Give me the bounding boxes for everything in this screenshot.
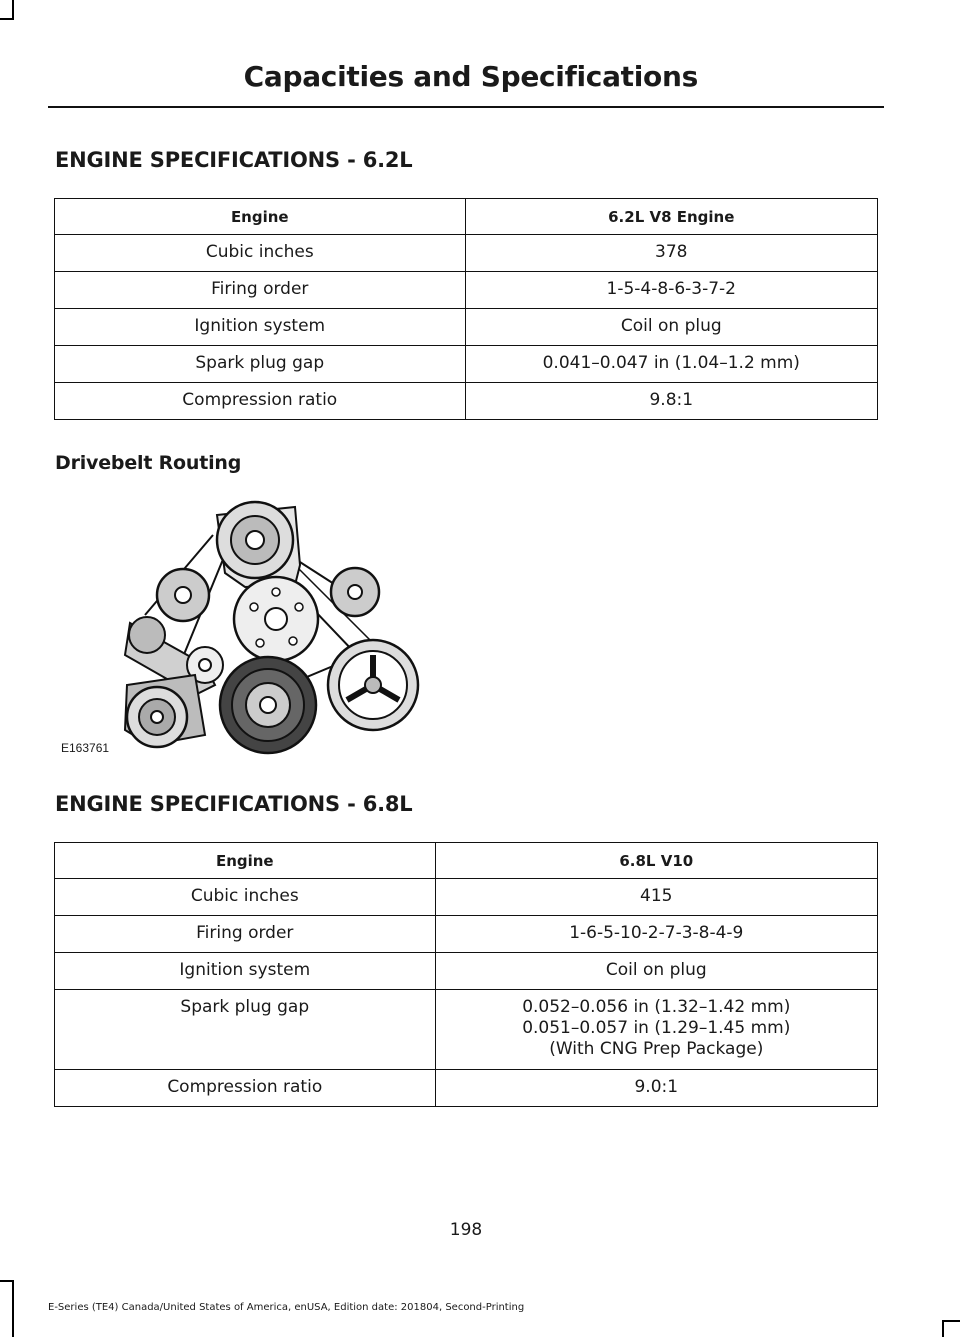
spec-table-6-2l [54, 198, 878, 420]
table-cell: Cubic inches [55, 235, 466, 272]
header-divider [48, 106, 884, 108]
drivebelt-routing-diagram [55, 495, 420, 770]
table-row [55, 990, 878, 1070]
page-header-title: Capacities and Specifications [243, 60, 698, 93]
table-row [55, 235, 878, 272]
table-row [55, 309, 878, 346]
table-cell: 9.8:1 [465, 383, 877, 420]
crop-mark [0, 18, 14, 20]
spec-table-6-8l [54, 842, 878, 1107]
table-row [55, 879, 878, 916]
page-number: 198 [449, 1220, 483, 1240]
crop-mark [942, 1320, 960, 1322]
crop-mark [12, 1280, 14, 1337]
spark-gap-cng-value: 0.051–0.057 in (1.29–1.45 mm) [522, 1018, 791, 1038]
table-header-cell: Engine [55, 843, 436, 879]
table-cell: Ignition system [55, 953, 436, 990]
table-cell: 1-6-5-10-2-7-3-8-4-9 [435, 916, 877, 953]
table-cell: Compression ratio [55, 1070, 436, 1107]
table-row [55, 346, 878, 383]
table-row [55, 272, 878, 309]
table-row [55, 1070, 878, 1107]
table-cell: Coil on plug [435, 953, 877, 990]
spark-gap-value: 0.052–0.056 in (1.32–1.42 mm) [522, 997, 791, 1017]
table-cell: Ignition system [55, 309, 466, 346]
table-cell: Firing order [55, 272, 466, 309]
table-header-row [55, 843, 878, 879]
table-cell [435, 990, 877, 1070]
figure-id-label: E163761 [61, 741, 110, 755]
table-cell: Compression ratio [55, 383, 466, 420]
table-cell: 378 [465, 235, 877, 272]
crop-mark [0, 1280, 14, 1282]
table-cell: 415 [435, 879, 877, 916]
table-row [55, 383, 878, 420]
crop-mark [12, 0, 14, 20]
table-cell: Firing order [55, 916, 436, 953]
table-header-cell: 6.8L V10 [435, 843, 877, 879]
table-cell: 1-5-4-8-6-3-7-2 [465, 272, 877, 309]
table-cell: Cubic inches [55, 879, 436, 916]
table-cell: Spark plug gap [55, 346, 466, 383]
section-title-6-2l: ENGINE SPECIFICATIONS - 6.2L [55, 148, 413, 172]
table-cell: Spark plug gap [55, 990, 436, 1070]
table-cell: 0.041–0.047 in (1.04–1.2 mm) [465, 346, 877, 383]
table-cell: 9.0:1 [435, 1070, 877, 1107]
footer-edition-text: E-Series (TE4) Canada/United States of America, enUSA, Edition date: 201804, Second-Printing [48, 1302, 525, 1313]
section-title-6-8l: ENGINE SPECIFICATIONS - 6.8L [55, 792, 413, 816]
table-header-row [55, 199, 878, 235]
table-header-cell: 6.2L V8 Engine [465, 199, 877, 235]
table-header-cell: Engine [55, 199, 466, 235]
table-cell: Coil on plug [465, 309, 877, 346]
table-row [55, 916, 878, 953]
crop-mark [942, 1320, 944, 1337]
table-row [55, 953, 878, 990]
drivebelt-routing-title: Drivebelt Routing [55, 452, 242, 474]
spark-gap-cng-note: (With CNG Prep Package) [549, 1039, 764, 1059]
